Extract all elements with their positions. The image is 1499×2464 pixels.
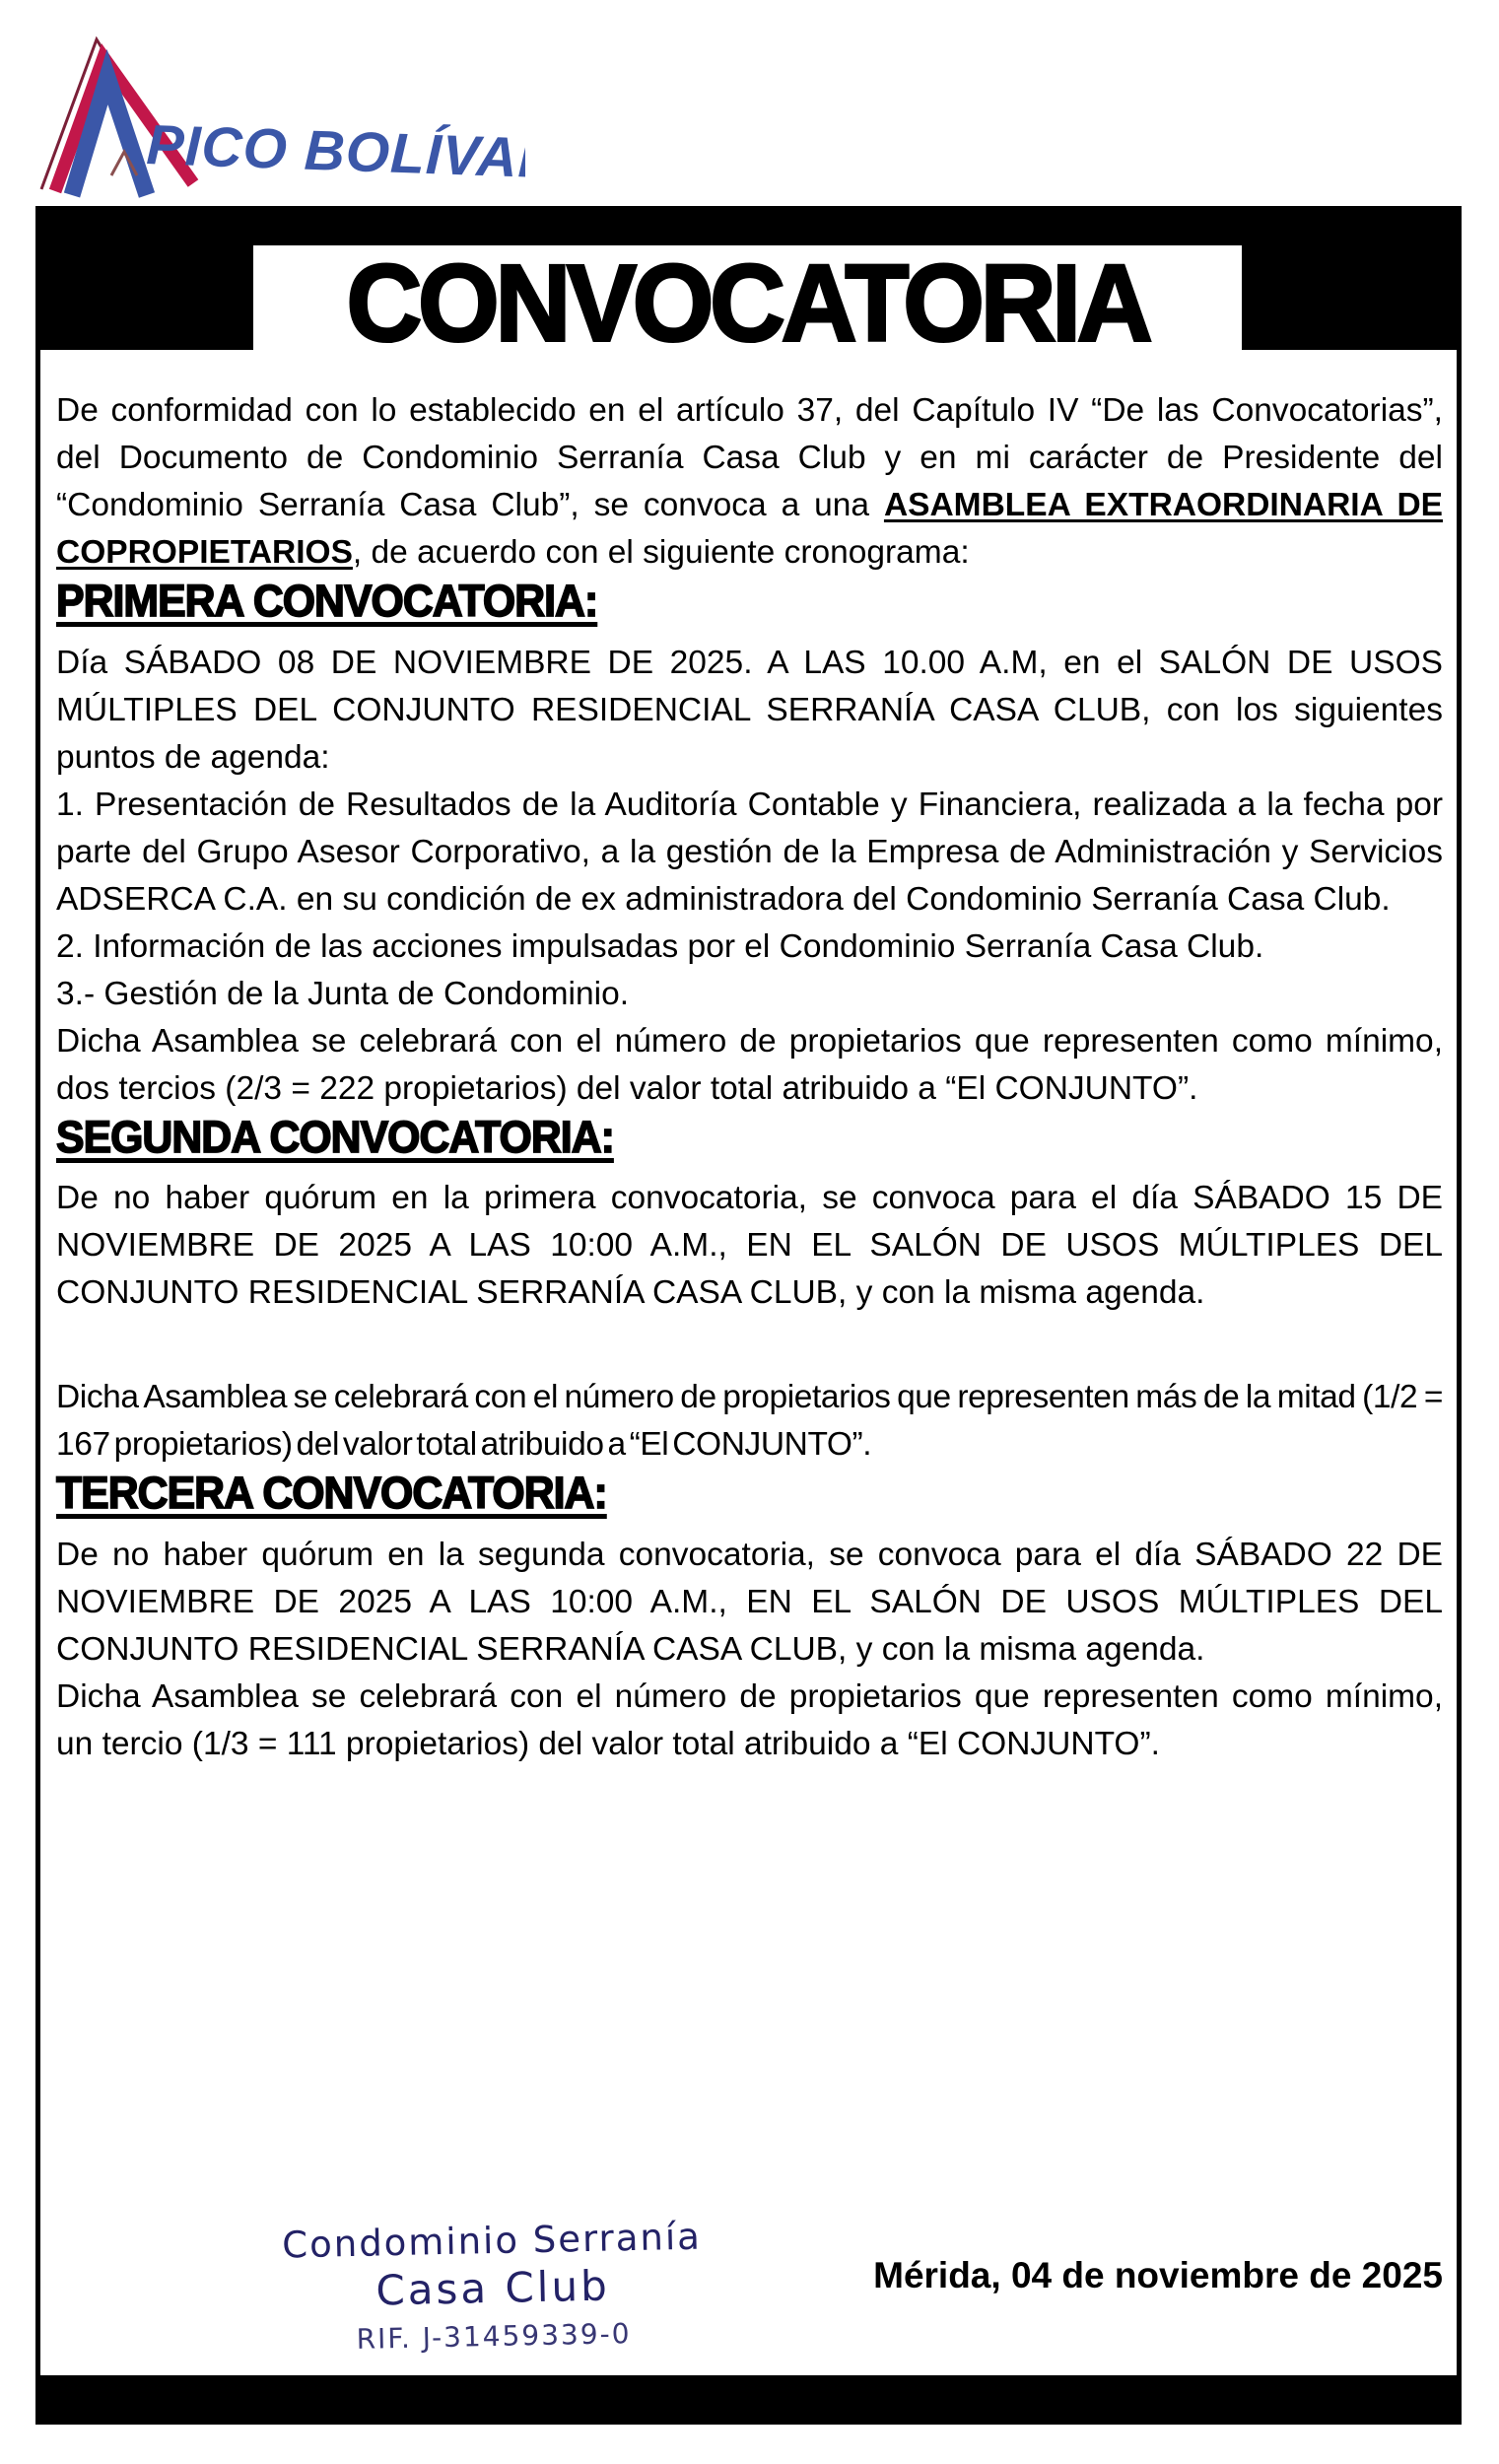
- section-segunda: [56, 1113, 1443, 1176]
- page-title: CONVOCATORIA: [346, 242, 1149, 365]
- intro-post: , de acuerdo con el siguiente cronograma:: [352, 534, 970, 571]
- section-tercera: [56, 1469, 1443, 1532]
- paragraph: De no haber quórum en la primera convocatoria, se convoca para el día SÁBADO 15 DE NOVIEMBRE DE 2025 A LAS 10:00 A.M., EN EL SALÓN DE USOS MÚLTIPLES DEL CONJUNTO RESIDENCIAL SERRANÍA CASA CLUB, y con la misma agenda.: [56, 1180, 1443, 1311]
- quorum-paragraph: Dicha Asamblea se celebrará con el número de propietarios que representen como mínimo, dos tercios (2/3 = 222 propietarios) del valor total atribuido a “El CONJUNTO”.: [56, 1022, 1443, 1107]
- stamp-rif: RIF. J-31459339-0: [356, 2317, 632, 2356]
- intro-pre: De conformidad con lo establecido en el artículo 37, del Capítulo IV “De las Convocatorias”, del Documento de Condominio Serranía Casa Club y en mi carácter de Presidente del “Condominio Serranía Casa Club”, se convoca a una: [56, 392, 1443, 523]
- logo-text: PICO BOLÍVAR: [145, 113, 525, 191]
- section-heading-primera: PRIMERA CONVOCATORIA:: [56, 576, 598, 626]
- mountain-icon: [28, 14, 525, 201]
- paragraph: Día SÁBADO 08 DE NOVIEMBRE DE 2025. A LAS 10.00 A.M, en el SALÓN DE USOS MÚLTIPLES DEL CONJUNTO RESIDENCIAL SERRANÍA CASA CLUB, con los siguientes puntos de agenda:: [56, 644, 1443, 776]
- section-heading-tercera: TERCERA CONVOCATORIA:: [56, 1468, 607, 1518]
- condominio-stamp: [186, 2214, 800, 2360]
- intro-emphasis: ASAMBLEA EXTRAORDINARIA DE COPROPIETARIOS: [56, 487, 1443, 571]
- agenda-item-1: 1. Presentación de Resultados de la Auditoría Contable y Financiera, realizada a la fecha por parte del Grupo Asesor Corporativo, a la gestión de la Empresa de Administración y Servicios ADSERCA C.A. en su condición de ex administradora del Condominio Serranía Casa Club.: [56, 786, 1443, 918]
- dateline: Mérida, 04 de noviembre de 2025: [873, 2255, 1443, 2295]
- document-body: [56, 387, 1443, 1768]
- quorum-paragraph: Dicha Asamblea se celebrará con el número de propietarios que representen más de la mitad (1/2 = 167 propietarios) del valor total atribuido a “El CONJUNTO”.: [56, 1379, 1443, 1463]
- pico-bolivar-logo: [28, 14, 525, 201]
- section-heading-segunda: SEGUNDA CONVOCATORIA:: [56, 1111, 614, 1162]
- section-primera: [56, 577, 1443, 640]
- agenda-item-2: 2. Información de las acciones impulsadas por el Condominio Serranía Casa Club.: [56, 927, 1264, 965]
- intro-paragraph: [56, 387, 1443, 577]
- stamp-line-1: Condominio Serranía: [281, 2215, 703, 2267]
- quorum-paragraph: Dicha Asamblea se celebrará con el número de propietarios que representen como mínimo, un tercio (1/3 = 111 propietarios) del valor total atribuido a “El CONJUNTO”.: [56, 1677, 1443, 1762]
- footer-band: [40, 2375, 1457, 2425]
- agenda-item-3: 3.- Gestión de la Junta de Condominio.: [56, 975, 630, 1012]
- stamp-line-2: Casa Club: [375, 2261, 611, 2315]
- paragraph: De no haber quórum en la segunda convocatoria, se convoca para el día SÁBADO 22 DE NOVIEMBRE DE 2025 A LAS 10:00 A.M., EN EL SALÓN DE USOS MÚLTIPLES DEL CONJUNTO RESIDENCIAL SERRANÍA CASA CLUB, y con la misma agenda.: [56, 1536, 1443, 1668]
